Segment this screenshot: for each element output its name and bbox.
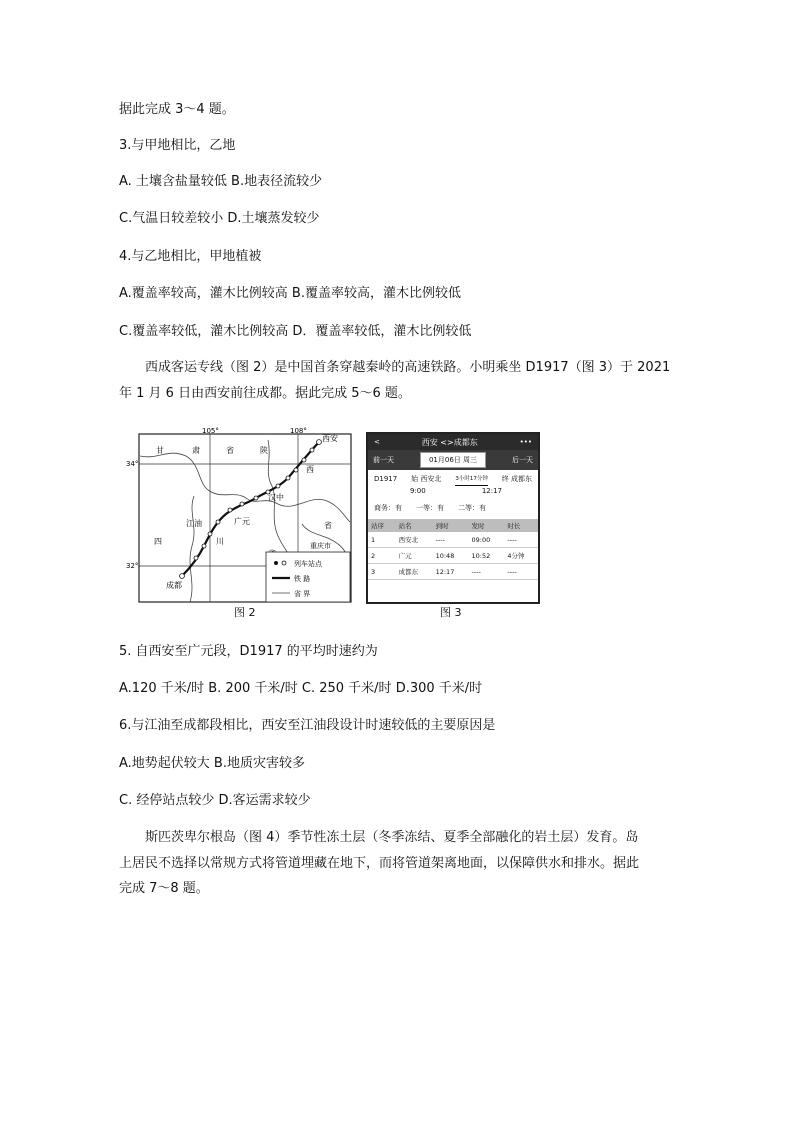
- col-header: 到时: [433, 519, 469, 532]
- legend-border: 省 界: [294, 590, 311, 598]
- province-char: 省: [226, 446, 234, 455]
- train-number: D1917: [374, 475, 398, 483]
- question-4-options-ab: A.覆盖率较高，灌木比例较高 B.覆盖率较高，灌木比例较低: [119, 286, 461, 301]
- legend-railway: 铁 路: [294, 575, 311, 583]
- lat-32: 32°: [126, 562, 139, 570]
- seat-second: 二等：有: [458, 504, 486, 512]
- seat-business: 商务：有: [374, 504, 402, 512]
- lon-108: 108°: [290, 427, 307, 435]
- city-guangyuan: 广元: [234, 517, 250, 526]
- question-6-options-cd: C. 经停站点较少 D.客运需求较少: [119, 793, 311, 808]
- legend-station: 列车站点: [294, 560, 322, 568]
- instruction-3-4: 据此完成 3～4 题。: [119, 102, 235, 117]
- passage-2-line-2: 上居民不选择以常规方式将管道埋藏在地下，而将管道架离地面，以保障供水和排水。据此: [119, 856, 640, 871]
- figure-3-caption: 图 3: [440, 606, 462, 619]
- back-icon[interactable]: <: [374, 438, 380, 446]
- question-6: 6.与江油至成都段相比，西安至江油段设计时速较低的主要原因是: [119, 718, 496, 733]
- province-char: 陕: [260, 446, 268, 455]
- province-char: 四: [154, 537, 162, 546]
- province-char: 肃: [192, 446, 200, 455]
- province-char: 川: [216, 537, 224, 546]
- question-3-options-cd: C.气温日较差较小 D.土壤蒸发较少: [119, 211, 320, 226]
- question-5-options: A.120 千米/时 B. 200 千米/时 C. 250 千米/时 D.300 千米/时: [119, 681, 483, 696]
- railway-map: [126, 426, 353, 604]
- question-4: 4.与乙地相比，甲地植被: [119, 249, 262, 264]
- col-header: 站序: [368, 519, 396, 532]
- col-header: 发时: [468, 519, 504, 532]
- question-5: 5. 自西安至广元段，D1917 的平均时速约为: [119, 644, 378, 659]
- passage-2-line-1: 斯匹茨卑尔根岛（图 4）季节性冻土层（冬季冻结、夏季全部融化的岩土层）发育。岛: [145, 830, 639, 845]
- city-chongqing: 重庆市: [310, 542, 331, 550]
- province-char: 甘: [156, 446, 164, 455]
- table-row: 3 成都东 12:17 ---- ----: [368, 564, 538, 580]
- col-header: 时长: [504, 519, 538, 532]
- seat-first: 一等：有: [416, 504, 444, 512]
- city-hanzhong: 汉中: [268, 493, 284, 502]
- departure-time: 9:00: [410, 487, 426, 495]
- more-icon[interactable]: •••: [519, 438, 532, 446]
- arrival-time: 12:17: [481, 487, 502, 495]
- passage-1-line-2: 年 1 月 6 日由西安前往成都。据此完成 5～6 题。: [119, 386, 411, 401]
- next-day-button[interactable]: 后一天: [511, 456, 533, 464]
- table-row: 2 广元 10:48 10:52 4分钟: [368, 548, 538, 564]
- question-6-options-ab: A.地势起伏较大 B.地质灾害较多: [119, 756, 305, 771]
- city-chengdu: 成都: [166, 581, 182, 590]
- figure-2-caption: 图 2: [234, 606, 256, 619]
- ticket-header: [368, 434, 538, 450]
- passage-2-line-3: 完成 7～8 题。: [119, 881, 209, 896]
- col-header: 站名: [396, 519, 433, 532]
- date-selector[interactable]: 01月06日 周三: [420, 452, 486, 468]
- train-info: [368, 470, 538, 501]
- from-station: 始 西安北: [411, 475, 442, 483]
- lon-105: 105°: [202, 427, 219, 435]
- lat-34: 34°: [126, 460, 139, 468]
- duration: 3小时17分钟: [455, 474, 488, 486]
- date-bar: [368, 450, 538, 470]
- province-char: 西: [306, 465, 314, 474]
- ticket-screen: [366, 432, 540, 604]
- to-station: 终 成都东: [501, 475, 532, 483]
- city-jiangyou: 江油: [186, 519, 202, 528]
- question-4-options-cd: C.覆盖率较低，灌木比例较高 D．覆盖率较低，灌木比例较低: [119, 324, 472, 339]
- prev-day-button[interactable]: 前一天: [373, 456, 394, 464]
- question-3-options-ab: A. 土壤含盐量较低 B.地表径流较少: [119, 174, 323, 189]
- city-xian: 西安: [322, 434, 338, 443]
- question-3: 3.与甲地相比，乙地: [119, 138, 236, 153]
- table-row: 1 西安北 ---- 09:00 ----: [368, 532, 538, 548]
- passage-1-line-1: 西成客运专线（图 2）是中国首条穿越秦岭的高速铁路。小明乘坐 D1917（图 3）于 2021: [145, 360, 671, 375]
- stop-table: [368, 519, 538, 580]
- province-char: 省: [324, 521, 332, 530]
- seat-availability: [368, 501, 538, 515]
- route-title: 西安 <>成都东: [421, 437, 478, 447]
